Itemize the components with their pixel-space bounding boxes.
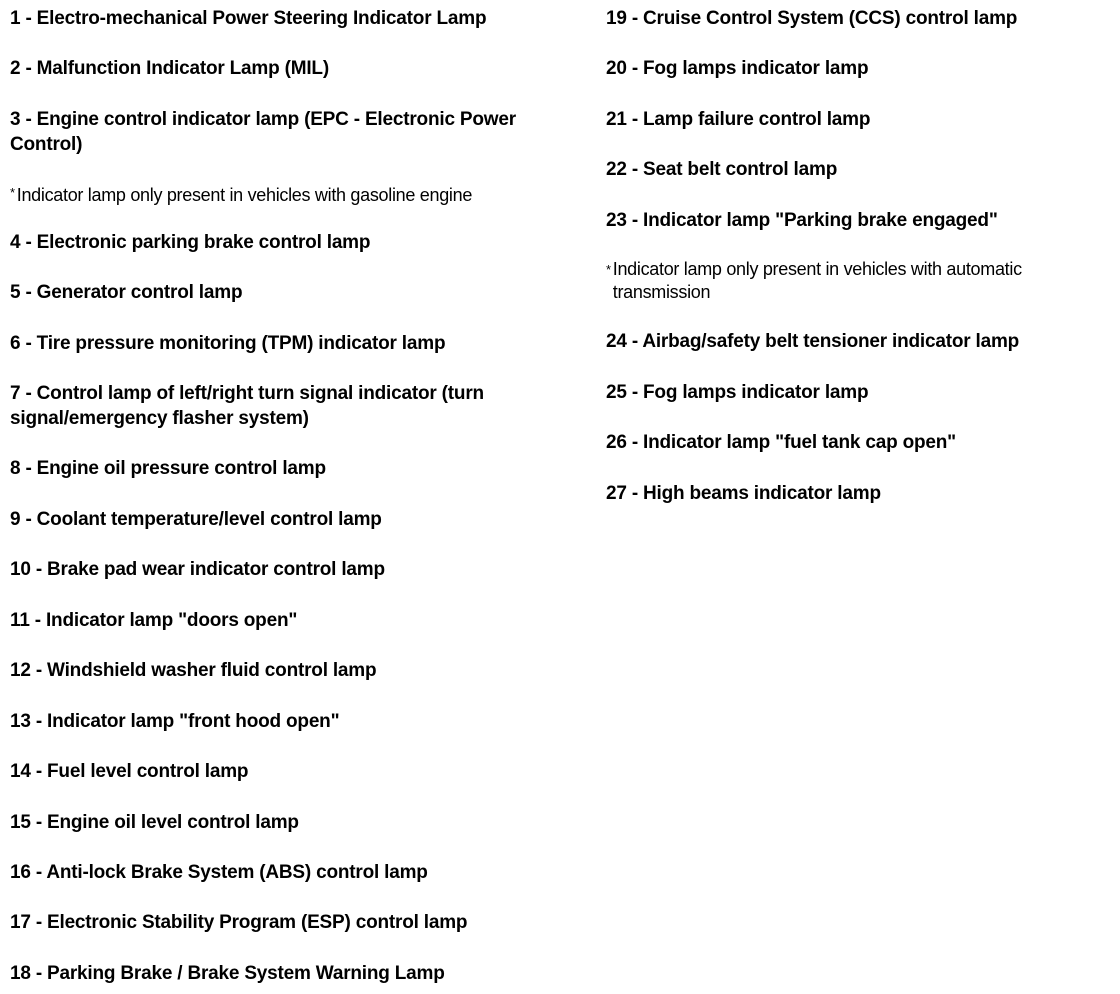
legend-item-22: 22 - Seat belt control lamp	[606, 159, 838, 180]
legend-item-20: 20 - Fog lamps indicator lamp	[606, 58, 869, 79]
legend-item-14: 14 - Fuel level control lamp	[10, 761, 249, 782]
legend-item-1: 1 - Electro-mechanical Power Steering Indicator Lamp	[10, 8, 487, 29]
legend-item-6: 6 - Tire pressure monitoring (TPM) indicator lamp	[10, 333, 446, 354]
legend-item-15: 15 - Engine oil level control lamp	[10, 812, 299, 833]
legend-item-12: 12 - Windshield washer fluid control lamp	[10, 660, 377, 681]
note-text: Indicator lamp only present in vehicles with automatic transmission	[612, 259, 1022, 302]
legend-item-8: 8 - Engine oil pressure control lamp	[10, 458, 326, 479]
legend-item-21: 21 - Lamp failure control lamp	[606, 109, 871, 130]
legend-item-18: 18 - Parking Brake / Brake System Warning Lamp	[10, 963, 445, 984]
asterisk-icon: *	[606, 262, 611, 277]
legend-item-5: 5 - Generator control lamp	[10, 282, 243, 303]
asterisk-icon: *	[10, 185, 15, 200]
legend-item-16: 16 - Anti-lock Brake System (ABS) control lamp	[10, 862, 428, 883]
legend-item-13: 13 - Indicator lamp "front hood open"	[10, 711, 340, 732]
legend-item-19: 19 - Cruise Control System (CCS) control lamp	[606, 8, 1018, 29]
legend-item-4: 4 - Electronic parking brake control lamp	[10, 232, 371, 253]
legend-item-3: 3 - Engine control indicator lamp (EPC - Electronic Power Control)	[10, 109, 521, 155]
legend-item-26: 26 - Indicator lamp "fuel tank cap open"	[606, 432, 956, 453]
note-text: Indicator lamp only present in vehicles with gasoline engine	[16, 185, 473, 205]
automatic-transmission-note	[606, 258, 1106, 304]
gasoline-engine-note	[10, 181, 580, 207]
legend-item-11: 11 - Indicator lamp "doors open"	[10, 610, 298, 631]
legend-item-23: 23 - Indicator lamp "Parking brake engaged"	[606, 210, 998, 231]
legend-item-9: 9 - Coolant temperature/level control lamp	[10, 509, 382, 530]
legend-item-24: 24 - Airbag/safety belt tensioner indicator lamp	[606, 331, 1020, 352]
legend-item-7: 7 - Control lamp of left/right turn signal indicator (turn signal/emergency flasher system)	[10, 383, 490, 429]
legend-item-27: 27 - High beams indicator lamp	[606, 483, 881, 504]
legend-item-25: 25 - Fog lamps indicator lamp	[606, 382, 869, 403]
legend-item-17: 17 - Electronic Stability Program (ESP) control lamp	[10, 912, 468, 933]
legend-item-2: 2 - Malfunction Indicator Lamp (MIL)	[10, 58, 329, 79]
legend-item-10: 10 - Brake pad wear indicator control lamp	[10, 559, 385, 580]
